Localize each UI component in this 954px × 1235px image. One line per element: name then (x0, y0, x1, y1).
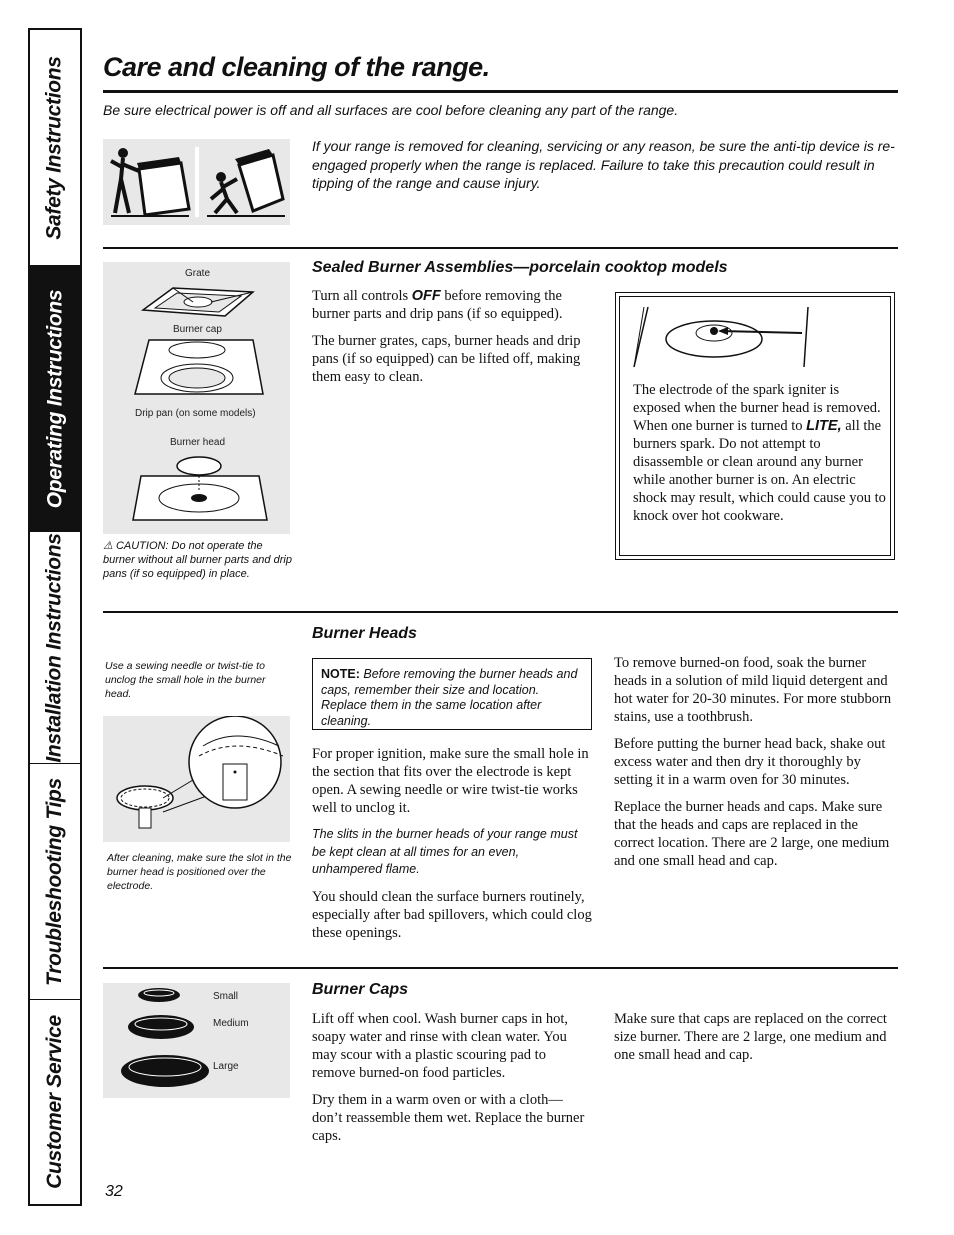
electrode-pre: The electrode of the spark igniter is exposed when the burner head is removed. When one burner is turned to (633, 382, 881, 434)
dry-caps-paragraph: Dry them in a warm oven or with a cloth—don’t reassemble them wet. Replace the burner caps. (312, 1092, 585, 1144)
burner-head-label: Burner head (170, 437, 226, 448)
routine-paragraph: You should clean the surface burners routinely, especially after bad spillovers, which could clog these openings. (312, 888, 592, 941)
sealed-burner-heading: Sealed Burner Assemblies—porcelain cooktop models (312, 259, 728, 276)
tab-label: Safety Instructions (43, 55, 66, 240)
title-rule (103, 90, 898, 93)
lite-label: LITE, (806, 418, 842, 434)
burner-heads-right-text (614, 654, 897, 879)
warning-triangle-icon: ⚠ (103, 540, 113, 552)
wash-caps-paragraph: Lift off when cool. Wash burner caps in hot, soapy water and rinse with clean water. You may scour with a plastic scouring pad to remove burned-on food particles. (312, 1011, 569, 1081)
slits-paragraph: The slits in the burner heads of your range must be kept clean at all times for an even, unhampered flame. (312, 827, 578, 876)
page-number: 32 (105, 1183, 123, 1200)
tab-label: Installation Instructions (43, 532, 67, 763)
unclog-caption: Use a sewing needle or twist-tie to unclog the small hole in the burner head. (105, 660, 266, 700)
burner-head-cleaning-illustration (103, 716, 290, 842)
tab-customer-service[interactable] (30, 1000, 80, 1204)
page-title: Care and cleaning of the range. (103, 52, 490, 82)
anti-tip-illustration (103, 139, 290, 225)
drip-pan-icon (129, 334, 269, 406)
replace-paragraph: Replace the burner heads and caps. Make sure that the heads and caps are replaced in the correct location. There are 2 large, one medium and one small head and cap. (614, 799, 890, 869)
electrode-warning-box (615, 292, 895, 560)
burner-caps-left-text (312, 1010, 588, 1154)
sealed-burner-text (312, 287, 597, 395)
tab-label: Operating Instructions (43, 289, 66, 508)
electrode-icon (632, 303, 812, 373)
tab-installation-instructions[interactable] (30, 532, 80, 764)
section-rule (103, 611, 898, 613)
small-cap-label: Small (213, 991, 239, 1002)
burner-assembly-illustration (103, 262, 290, 534)
electrode-post: all the burners spark. Do not attempt to disassemble or clean around any burner while another burner is on. An electric shock may result, which could cause you to knock over hot cookware. (633, 418, 886, 524)
tab-label: Troubleshooting Tips (43, 777, 67, 986)
replace-caps-paragraph: Make sure that caps are replaced on the correct size burner. There are 2 large, one medium and one small head and cap. (614, 1011, 887, 1063)
tab-label: Customer Service (43, 1015, 67, 1189)
tipping-range-icon (103, 139, 290, 225)
before-putting-paragraph: Before putting the burner head back, shake out excess water and then dry it thoroughly by setting it in a warm oven for 30 minutes. (614, 736, 886, 788)
anti-tip-warning: If your range is removed for cleaning, servicing or any reason, be sure the anti-tip device is re-engaged properly when the range is replaced. Failure to take this precaution could result in tipping of the range and cause injury. (312, 138, 895, 191)
lift-off-paragraph: The burner grates, caps, burner heads and drip pans (if so equipped) can be lifted off, making them easy to clean. (312, 333, 581, 385)
turn-off-paragraph (312, 287, 597, 323)
tab-safety-instructions[interactable] (30, 30, 80, 266)
drip-pan-label: Drip pan (on some models) (135, 408, 256, 419)
turn-off-pre: Turn all controls (312, 288, 412, 304)
ignition-paragraph: For proper ignition, make sure the small hole in the section that fits over the electrode is kept open. A sewing needle or wire twist-tie works well to unclog it. (312, 746, 589, 816)
note-label: NOTE: (321, 667, 360, 681)
burner-head-icon (127, 448, 273, 528)
burner-head-slot-icon (103, 716, 290, 842)
remove-food-paragraph: To remove burned-on food, soak the burner heads in a solution of mild liquid detergent and hot water for 20-30 minutes. For more stubborn stains, use a toothbrush. (614, 655, 892, 725)
large-cap-label: Large (213, 1061, 239, 1072)
section-rule (103, 967, 898, 969)
slot-caption: After cleaning, make sure the slot in the burner head is positioned over the electrode. (107, 852, 292, 892)
burner-cap-label: Burner cap (173, 324, 222, 335)
burner-heads-left-text (312, 745, 592, 951)
note-box (312, 658, 592, 730)
burner-caps-illustration (103, 983, 290, 1098)
tab-operating-instructions[interactable] (30, 266, 80, 532)
section-rule (103, 247, 898, 249)
burner-caps-right-text (614, 1010, 897, 1073)
sidebar-tabs (28, 28, 82, 1206)
burner-heads-heading: Burner Heads (312, 625, 417, 642)
page-subtitle: Be sure electrical power is off and all surfaces are cool before cleaning any part of the range. (103, 102, 679, 118)
tab-troubleshooting-tips[interactable] (30, 764, 80, 1000)
burner-caps-heading: Burner Caps (312, 981, 409, 998)
electrode-warning-text (633, 381, 888, 525)
off-label: OFF (411, 288, 441, 304)
caution-note (103, 539, 293, 581)
burner-caps-icon (103, 983, 213, 1098)
grate-icon (133, 280, 263, 322)
grate-label: Grate (185, 268, 211, 279)
note-text: Before removing the burner heads and caps, remember their size and location. Replace them in the same location after cleaning. (321, 667, 578, 728)
caution-text: CAUTION: Do not operate the burner without all burner parts and drip pans (if so equipped) in place. (103, 540, 292, 580)
medium-cap-label: Medium (213, 1018, 249, 1029)
turn-off-post: before removing the burner parts and drip pans (if so equipped). (312, 288, 563, 322)
